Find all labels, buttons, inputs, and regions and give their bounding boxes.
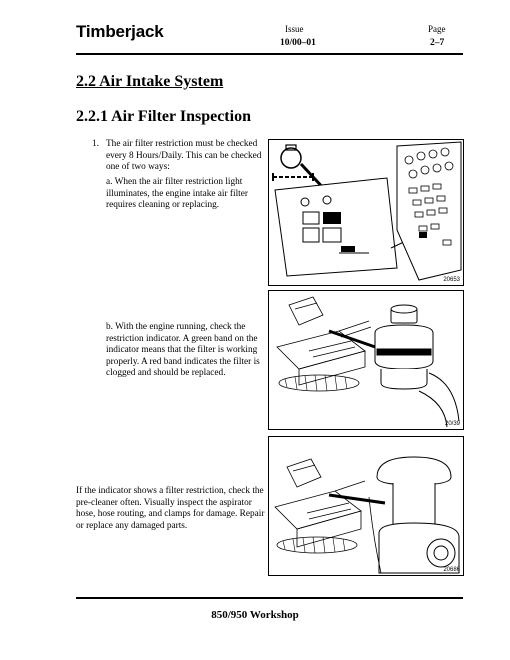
figure-number: 20/39 bbox=[444, 421, 460, 427]
issue-label: Issue bbox=[285, 24, 304, 34]
text-line: b. With the engine running, check the bbox=[106, 322, 246, 332]
text-line: restriction indicator. A green band on the bbox=[106, 333, 258, 344]
text-line: requires cleaning or replacing. bbox=[106, 200, 220, 211]
para-c-text bbox=[76, 486, 266, 532]
dashboard-illustration bbox=[269, 140, 463, 285]
text-line: hose, hose routing, and clamps for damage. Repair bbox=[76, 509, 265, 520]
figure-restriction-indicator bbox=[268, 290, 464, 430]
para-a-text bbox=[106, 177, 266, 212]
figure-number: 20686 bbox=[443, 567, 460, 573]
brand-logo: Timberjack bbox=[76, 22, 164, 41]
text-line: every 8 Hours/Daily. This can be checked bbox=[106, 150, 262, 161]
text-line: clogged and should be replaced. bbox=[106, 368, 226, 379]
page-label: Page bbox=[428, 24, 446, 34]
section-subtitle: 2.2.1 Air Filter Inspection bbox=[76, 108, 251, 125]
text-line: The air filter restriction must be checked bbox=[106, 139, 258, 149]
figure-restriction-light bbox=[268, 139, 464, 286]
text-line: illuminates, the engine intake air filter bbox=[106, 188, 248, 199]
text-line: one of two ways: bbox=[106, 162, 170, 173]
step-number: 1. bbox=[92, 139, 99, 149]
text-line: properly. A red band indicates the filter is bbox=[106, 356, 260, 367]
footer-title: 850/950 Workshop bbox=[211, 609, 299, 621]
section-title: 2.2 Air Intake System bbox=[76, 73, 224, 90]
figure-number: 20653 bbox=[443, 277, 460, 283]
figure-pre-cleaner bbox=[268, 436, 464, 576]
text-line: or replace any damaged parts. bbox=[76, 520, 188, 531]
machine-illustration bbox=[269, 291, 463, 429]
header-rule bbox=[76, 53, 463, 55]
pre-cleaner-illustration bbox=[269, 437, 463, 575]
text-line: pre-cleaner often. Visually inspect the aspirator bbox=[76, 497, 252, 508]
footer-rule bbox=[76, 597, 463, 599]
para-b-text bbox=[106, 322, 266, 380]
text-line: indicator means that the filter is working bbox=[106, 345, 258, 356]
issue-value: 10/00–01 bbox=[280, 38, 316, 48]
step1-text bbox=[106, 139, 266, 174]
text-line: a. When the air filter restriction light bbox=[106, 177, 243, 187]
page-value: 2–7 bbox=[430, 38, 445, 48]
text-line: If the indicator shows a filter restriction, check the bbox=[76, 486, 264, 496]
